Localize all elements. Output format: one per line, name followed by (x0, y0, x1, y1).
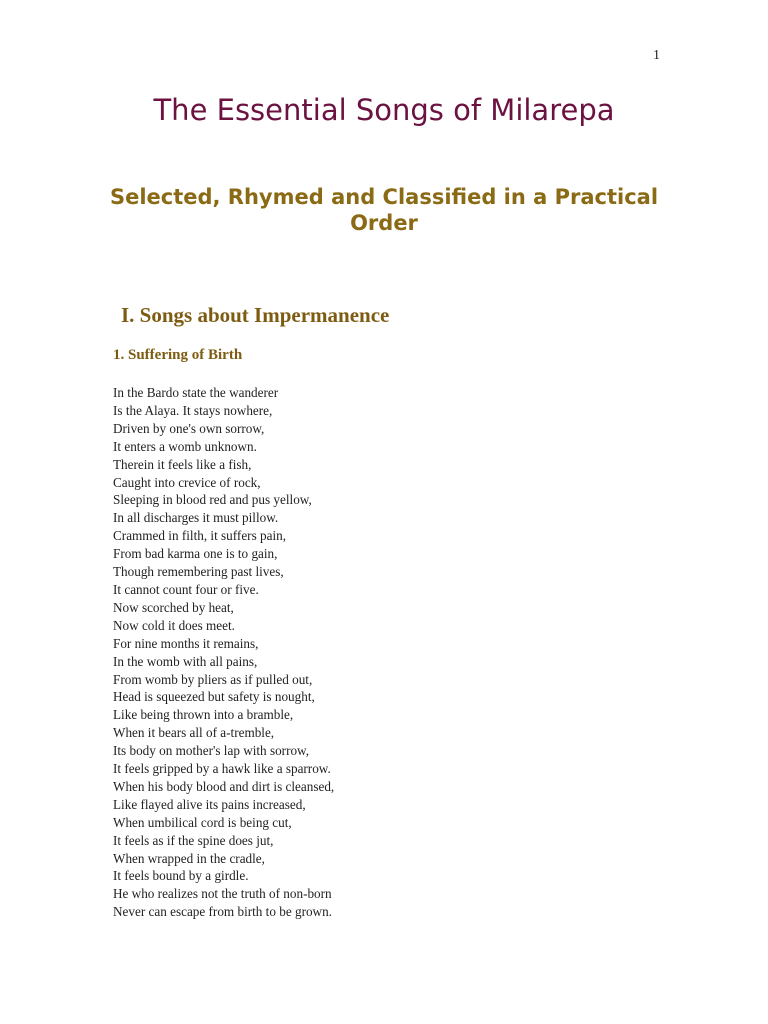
poem-line: It feels as if the spine does jut, (113, 832, 274, 848)
poem-line: Sleeping in blood red and pus yellow, (113, 492, 312, 508)
poem-line: From bad karma one is to gain, (113, 546, 278, 562)
subsection-heading: 1. Suffering of Birth (113, 347, 243, 363)
poem-line: Therein it feels like a fish, (113, 456, 252, 472)
poem-line: Now cold it does meet. (113, 617, 235, 633)
document-subtitle: Selected, Rhymed and Classified in a Practical Order (109, 185, 659, 235)
poem-line: It feels bound by a girdle. (113, 868, 249, 884)
poem-line: Now scorched by heat, (113, 599, 234, 615)
poem-line: When wrapped in the cradle, (113, 850, 265, 866)
poem-line: Like being thrown into a bramble, (113, 707, 294, 723)
poem-line: For nine months it remains, (113, 635, 259, 651)
poem-line: Like flayed alive its pains increased, (113, 796, 306, 812)
poem-line: It cannot count four or five. (113, 581, 259, 597)
poem-line: When his body blood and dirt is cleansed, (113, 778, 335, 794)
document-title: The Essential Songs of Milarepa (153, 93, 615, 127)
page-number: 1 (653, 48, 660, 63)
poem-line: When umbilical cord is being cut, (113, 814, 292, 830)
poem-line: It feels gripped by a hawk like a sparrow. (113, 761, 331, 777)
poem-line: Caught into crevice of rock, (113, 474, 261, 490)
poem-line: He who realizes not the truth of non-born (113, 886, 332, 902)
poem-line: Never can escape from birth to be grown. (113, 904, 332, 920)
section-heading: I. Songs about Impermanence (121, 303, 390, 327)
poem-line: In the Bardo state the wanderer (113, 385, 279, 400)
poem-line: In all discharges it must pillow. (113, 510, 279, 526)
poem-lines (113, 384, 633, 921)
poem-line: Is the Alaya. It stays nowhere, (113, 402, 273, 418)
poem-line: In the womb with all pains, (113, 653, 258, 669)
poem-line: Driven by one's own sorrow, (113, 420, 265, 436)
poem-line: Though remembering past lives, (113, 564, 284, 580)
poem-line: Crammed in filth, it suffers pain, (113, 528, 286, 544)
poem-line: Its body on mother's lap with sorrow, (113, 743, 310, 759)
poem-line: When it bears all of a-tremble, (113, 725, 275, 741)
poem-line: It enters a womb unknown. (113, 438, 257, 454)
poem-line: Head is squeezed but safety is nought, (113, 689, 315, 705)
poem-line: From womb by pliers as if pulled out, (113, 671, 313, 687)
